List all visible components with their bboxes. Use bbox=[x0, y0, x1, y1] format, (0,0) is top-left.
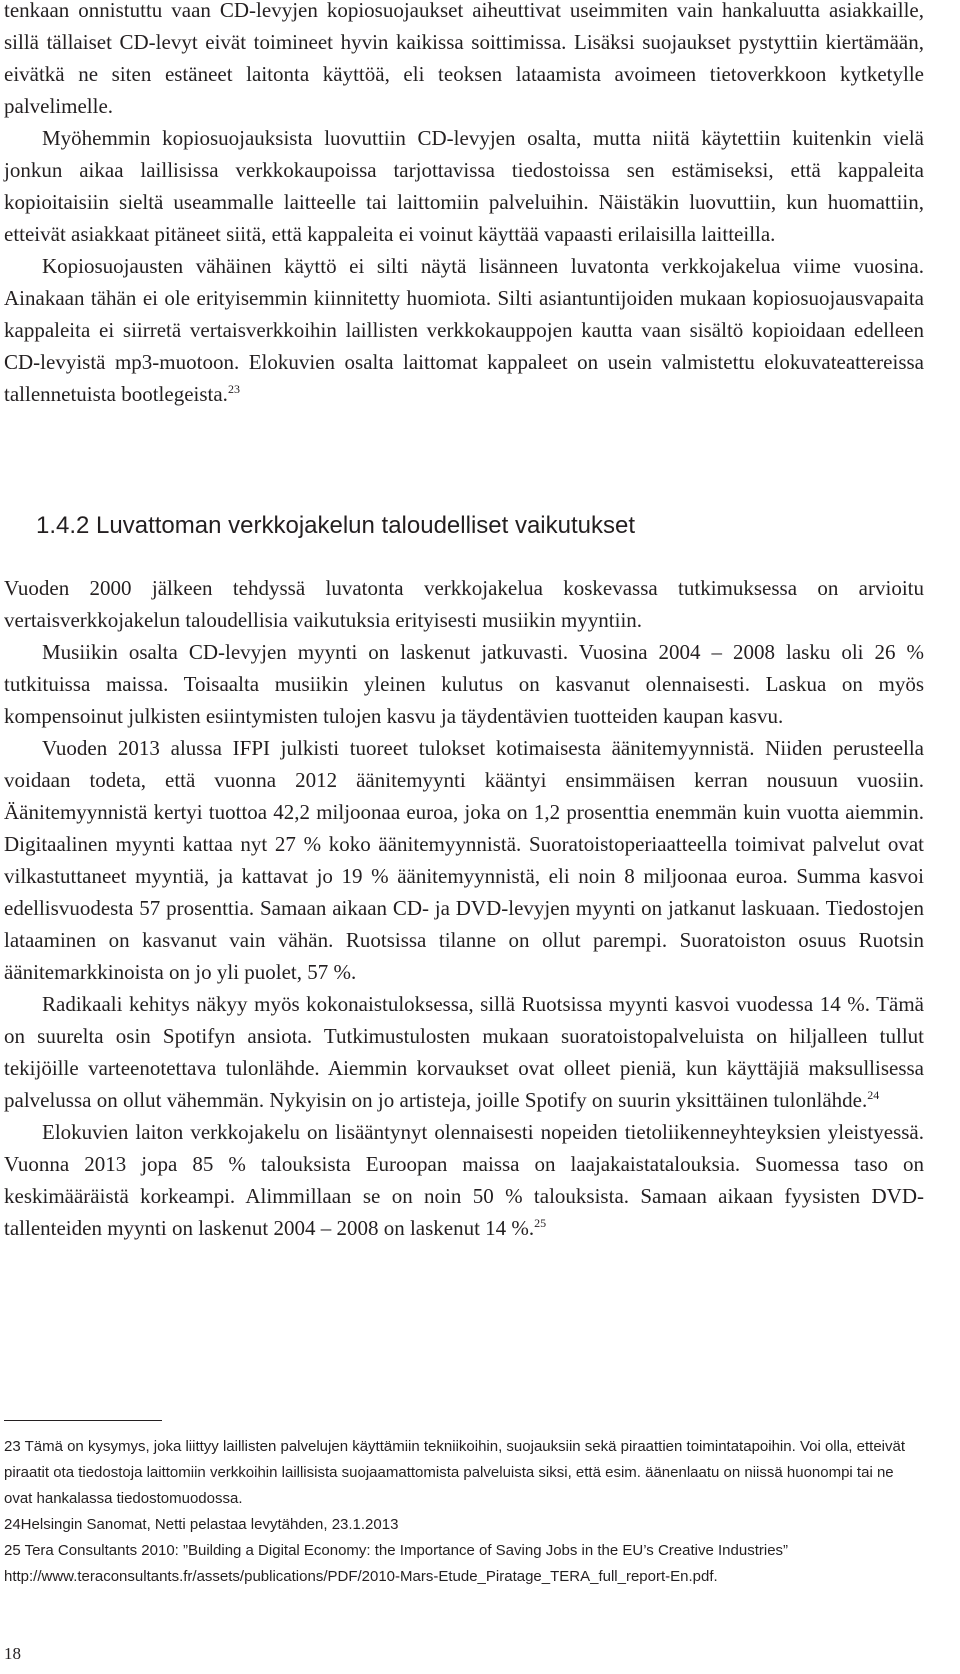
footnote-reference[interactable]: 23 bbox=[227, 382, 240, 396]
paragraph: Musiikin osalta CD-levyjen myynti on laskenut jatkuvasti. Vuosina 2004 – 2008 lasku oli 26 % tutkituissa maissa. Toisaalta musiikin yleinen kulutus on kasvanut olennaisesti. Laskua on myös kompensoinut julkisten esiintymisten tulojen kasvu ja täydentävien tuotteiden kaupan kasvu. bbox=[4, 640, 924, 728]
footnote: 24Helsingin Sanomat, Netti pelastaa levytähden, 23.1.2013 bbox=[4, 1516, 399, 1533]
footnote: 25 Tera Consultants 2010: ”Building a Digital Economy: the Importance of Saving Jobs in the EU’s Creative Industries” http://www.teraconsultants.fr/assets/publications/PDF/2010-Mars-Etude_Piratage_TERA_full_report-En.pdf. bbox=[4, 1542, 789, 1585]
paragraph bbox=[4, 250, 924, 410]
section-heading: 1.4.2 Luvattoman verkkojakelun taloudelliset vaikutukset bbox=[36, 512, 636, 539]
footnote-divider bbox=[4, 1420, 162, 1421]
paragraph bbox=[4, 988, 924, 1116]
page-number: 18 bbox=[4, 1644, 21, 1663]
footnote-reference[interactable]: 24 bbox=[867, 1088, 880, 1102]
section-body bbox=[4, 572, 924, 1244]
footnote: 23 Tämä on kysymys, joka liittyy laillisten palvelujen käyttämiin tekniikoihin, suojauksiin sekä piraattien toimintatapoihin. Voi olla, etteivät piraatit ota tiedostoja laittomiin verkkoihin laillisista suojaamattomista palveluista siksi, että esim. äänenlaatu on niissä huonompi tai ne ovat hankalassa tiedostomuodossa. bbox=[4, 1438, 906, 1507]
paragraph: Vuoden 2000 jälkeen tehdyssä luvatonta verkkojakelua koskevassa tutkimuksessa on arvioitu vertaisverkkojakelun taloudellisia vaikutuksia erityisesti musiikin myyntiin. bbox=[4, 576, 924, 632]
paragraph: Myöhemmin kopiosuojauksista luovuttiin CD-levyjen osalta, mutta niitä käytettiin kuitenkin vielä jonkun aikaa laillisissa verkkokaupoissa tarjottavissa tiedostoissa sen estämiseksi, että kappaleita kopioitaisiin sieltä useammalle laitteelle tai laittomiin palveluihin. Näistäkin luovuttiin, kun huomattiin, etteivät asiakkaat pitäneet siitä, että kappaleita ei voinut käyttää vapaasti erilaisilla laitteilla. bbox=[4, 126, 924, 246]
paragraph: Vuoden 2013 alussa IFPI julkisti tuoreet tulokset kotimaisesta äänitemyynnistä. Niiden perusteella voidaan todeta, että vuonna 2012 äänitemyynti kääntyi ensimmäisen kerran nousuun vuosiin. Äänitemyynnistä kertyi tuottoa 42,2 miljoonaa euroa, joka on 1,2 prosenttia enemmän kuin vuotta aiemmin. Digitaalinen myynti kattaa nyt 27 % koko äänitemyynnistä. Suoratoistoperiaatteella toimivat palvelut ovat vilkastuttaneet myyntiä, ja kattavat jo 19 % äänitemyynnistä, eli noin 8 miljoonaa euroa. Summa kasvoi edellisvuodesta 57 prosenttia. Samaan aikaan CD- ja DVD-levyjen myynti on jatkanut laskuaan. Tiedostojen lataaminen on kasvanut vain vähän. Ruotsissa tilanne on ollut parempi. Suoratoiston osuus Ruotsin äänitemarkkinoista on jo yli puolet, 57 %. bbox=[4, 736, 924, 984]
paragraph-text: Elokuvien laiton verkkojakelu on lisääntynyt olennaisesti nopeiden tietoliikenneyhteyksien yleistyessä. Vuonna 2013 jopa 85 % talouksista Euroopan maissa on laajakaistatalouksia. Suomessa taso on keskimääräistä korkeampi. Alimmillaan se on noin 50 % talouksista. Samaan aikaan fyysisten DVD-tallenteiden myynti on laskenut 2004 – 2008 on laskenut 14 %. bbox=[4, 1120, 924, 1240]
paragraph: tenkaan onnistuttu vaan CD-levyjen kopiosuojaukset aiheuttivat useimmiten vain hankaluutta asiakkaille, sillä tällaiset CD-levyt eivät toimineet hyvin kaikissa soittimissa. Lisäksi suojaukset pystyttiin kiertämään, eivätkä ne siten estäneet laitonta käyttöä, eli teoksen lataamista avoimeen tietoverkkoon kytketylle palvelimelle. bbox=[4, 0, 924, 118]
body-text-continued bbox=[4, 0, 924, 410]
footnotes bbox=[4, 1434, 924, 1590]
paragraph-text: Kopiosuojausten vähäinen käyttö ei silti näytä lisänneen luvatonta verkkojakelua viime vuosina. Ainakaan tähän ei ole erityisemmin kiinnitetty huomiota. Silti asiantuntijoiden mukaan kopiosuojausvapaita kappaleita ei siirretä vertaisverkkoihin laillisten verkkokauppojen kautta vaan sisältö kopioidaan edelleen CD-levyistä mp3-muotoon. Elokuvien osalta laittomat kappaleet on usein valmistettu elokuvateattereissa tallennetuista bootlegeista. bbox=[4, 254, 924, 406]
paragraph-text: Radikaali kehitys näkyy myös kokonaistuloksessa, sillä Ruotsissa myynti kasvoi vuodessa 14 %. Tämä on suurelta osin Spotifyn ansiota. Tutkimustulosten mukaan suoratoistopalveluista on hiljalleen tullut tekijöille varteenotettava tulonlähde. Aiemmin korvaukset ovat olleet pieniä, kun käyttäjiä maksullisessa palvelussa on ollut vähemmän. Nykyisin on jo artisteja, joille Spotify on suurin yksittäinen tulonlähde. bbox=[4, 992, 924, 1112]
paragraph bbox=[4, 1116, 924, 1244]
footnote-reference[interactable]: 25 bbox=[534, 1216, 547, 1230]
